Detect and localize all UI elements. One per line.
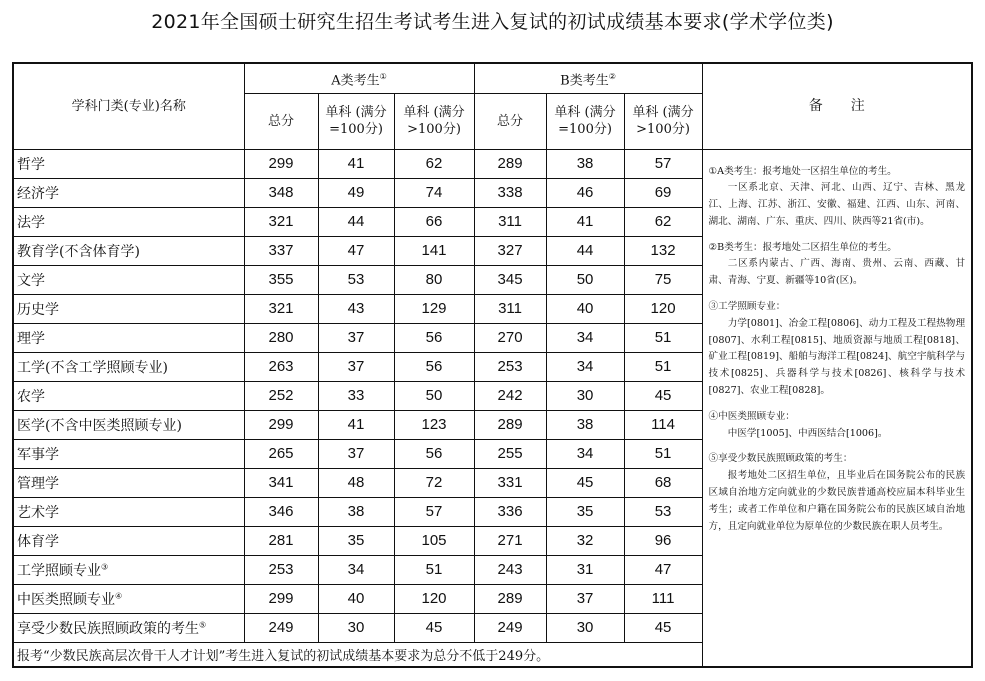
remark-heading: ③工学照顾专业：	[708, 301, 786, 313]
table-body	[13, 63, 972, 667]
a-single-gt100-cell: 129	[394, 294, 474, 323]
a-group-mark: ①	[379, 71, 387, 81]
b-single-gt100-cell: 53	[624, 497, 702, 526]
category-cell	[13, 613, 244, 642]
a-single-100-cell: 37	[318, 323, 394, 352]
category-name: 法学	[17, 214, 45, 231]
b-single-100-line1: 单科 (满分	[554, 105, 616, 120]
a-single-gt100-cell: 57	[394, 497, 474, 526]
b-single-gt100-line1: 单科 (满分	[632, 105, 694, 120]
b-total-cell: 242	[474, 381, 546, 410]
b-total-cell: 249	[474, 613, 546, 642]
remark-body: 报考地处二区招生单位，且毕业后在国务院公布的民族区域自治地方定向就业的少数民族普通高校应届本科毕业生考生；或者工作单位和户籍在国务院公布的民族区域自治地方，且定向就业单位为原单位的少数民族在职人员考生。	[708, 470, 966, 532]
a-single-100-cell: 33	[318, 381, 394, 410]
b-single-100-cell: 35	[546, 497, 624, 526]
b-single-gt100-cell: 114	[624, 410, 702, 439]
category-cell	[13, 468, 244, 497]
b-single-100-cell: 45	[546, 468, 624, 497]
a-single-100-cell: 48	[318, 468, 394, 497]
a-single-100-cell: 49	[318, 178, 394, 207]
a-single-100-cell: 34	[318, 555, 394, 584]
b-single-100-cell: 34	[546, 352, 624, 381]
table-row	[13, 149, 972, 178]
remark-heading: ⑤享受少数民族照顾政策的考生：	[708, 453, 853, 465]
b-total-cell: 345	[474, 265, 546, 294]
b-single-gt100-cell: 57	[624, 149, 702, 178]
b-single-100-cell: 32	[546, 526, 624, 555]
b-single-gt100-cell: 51	[624, 323, 702, 352]
a-single-gt100-cell: 105	[394, 526, 474, 555]
remark-item	[709, 299, 966, 400]
category-name: 历史学	[17, 301, 59, 318]
remark-heading: ②B类考生：报考地处二区招生单位的考生。	[708, 241, 897, 253]
b-single-100-cell: 34	[546, 323, 624, 352]
a-single-100-header	[318, 93, 394, 149]
category-name: 医学(不含中医类照顾专业)	[17, 417, 182, 434]
b-single-100-cell: 37	[546, 584, 624, 613]
a-total-cell: 348	[244, 178, 318, 207]
b-single-100-cell: 40	[546, 294, 624, 323]
category-name: 艺术学	[17, 504, 59, 521]
category-name: 享受少数民族照顾政策的考生	[17, 620, 199, 637]
category-cell	[13, 555, 244, 584]
a-total-cell: 252	[244, 381, 318, 410]
b-single-gt100-cell: 120	[624, 294, 702, 323]
b-group-header	[474, 63, 702, 93]
remarks-header	[702, 63, 972, 149]
remark-item	[709, 451, 966, 535]
category-name: 经济学	[17, 185, 59, 202]
category-name: 工学照顾专业	[17, 562, 101, 579]
b-total-cell: 255	[474, 439, 546, 468]
a-total-cell: 299	[244, 410, 318, 439]
footnote-mark: ④	[115, 590, 123, 600]
a-single-gt100-line1: 单科 (满分	[403, 105, 465, 120]
a-total-cell: 346	[244, 497, 318, 526]
b-total-cell: 289	[474, 584, 546, 613]
a-single-100-cell: 30	[318, 613, 394, 642]
remark-heading: ①A类考生：报考地处一区招生单位的考生。	[708, 165, 897, 177]
category-cell	[13, 439, 244, 468]
a-group-header	[244, 63, 474, 93]
category-header	[13, 63, 244, 149]
a-single-100-cell: 41	[318, 410, 394, 439]
b-total-label: 总分	[497, 113, 524, 129]
b-single-100-cell: 30	[546, 613, 624, 642]
a-single-100-line1: 单科 (满分	[325, 105, 387, 120]
a-single-gt100-cell: 56	[394, 439, 474, 468]
category-cell	[13, 265, 244, 294]
category-cell	[13, 352, 244, 381]
category-cell	[13, 381, 244, 410]
b-single-100-cell: 38	[546, 410, 624, 439]
b-single-100-cell: 46	[546, 178, 624, 207]
b-group-label: B类考生	[560, 72, 609, 88]
b-single-gt100-header	[624, 93, 702, 149]
b-total-cell: 338	[474, 178, 546, 207]
a-single-100-cell: 44	[318, 207, 394, 236]
a-group-label: A类考生	[331, 72, 380, 88]
category-cell	[13, 236, 244, 265]
a-single-100-cell: 37	[318, 439, 394, 468]
a-single-100-cell: 41	[318, 149, 394, 178]
header-row-1	[13, 63, 972, 93]
a-single-gt100-cell: 51	[394, 555, 474, 584]
a-single-100-cell: 35	[318, 526, 394, 555]
a-single-100-cell: 38	[318, 497, 394, 526]
category-cell	[13, 323, 244, 352]
page-title: 2021年全国硕士研究生招生考试考生进入复试的初试成绩基本要求(学术学位类)	[151, 11, 834, 33]
b-group-mark: ②	[608, 71, 616, 81]
a-total-cell: 299	[244, 584, 318, 613]
a-total-cell: 263	[244, 352, 318, 381]
a-single-100-cell: 40	[318, 584, 394, 613]
a-total-cell: 249	[244, 613, 318, 642]
b-single-gt100-cell: 132	[624, 236, 702, 265]
a-single-gt100-line2: >100分)	[407, 122, 461, 137]
a-total-cell: 253	[244, 555, 318, 584]
category-name: 体育学	[17, 533, 59, 550]
b-single-100-header	[546, 93, 624, 149]
a-total-cell: 299	[244, 149, 318, 178]
category-cell	[13, 410, 244, 439]
b-total-cell: 271	[474, 526, 546, 555]
category-name: 文学	[17, 272, 45, 289]
category-cell	[13, 497, 244, 526]
remark-body: 力学[0801]、冶金工程[0806]、动力工程及工程热物理[0807]、水利工程[0815]、地质资源与地质工程[0818]、矿业工程[0819]、船舶与海洋工程[0824]、航空宇航科学与技术[0825]、兵器科学与技术[0826]、核科学与技术[0827]、农业工程[0828]。	[708, 317, 966, 397]
b-single-gt100-cell: 45	[624, 381, 702, 410]
remark-body: 一区系北京、天津、河北、山西、辽宁、吉林、黑龙江、上海、江苏、浙江、安徽、福建、江西、山东、河南、湖北、湖南、广东、重庆、四川、陕西等21省(市)。	[708, 182, 966, 227]
a-single-gt100-cell: 74	[394, 178, 474, 207]
b-single-gt100-cell: 47	[624, 555, 702, 584]
b-total-cell: 270	[474, 323, 546, 352]
remark-body: 二区系内蒙古、广西、海南、贵州、云南、西藏、甘肃、青海、宁夏、新疆等10省(区)。	[708, 258, 966, 287]
b-single-gt100-cell: 68	[624, 468, 702, 497]
category-name: 工学(不含工学照顾专业)	[17, 359, 168, 376]
a-total-label: 总分	[267, 113, 294, 129]
b-total-cell: 336	[474, 497, 546, 526]
a-single-gt100-cell: 141	[394, 236, 474, 265]
a-total-header	[244, 93, 318, 149]
b-single-100-cell: 50	[546, 265, 624, 294]
b-single-gt100-cell: 69	[624, 178, 702, 207]
category-name: 理学	[17, 330, 45, 347]
b-total-cell: 289	[474, 410, 546, 439]
category-name: 军事学	[17, 446, 59, 463]
a-single-100-line2: =100分)	[329, 122, 383, 137]
b-single-100-cell: 41	[546, 207, 624, 236]
a-single-gt100-cell: 120	[394, 584, 474, 613]
a-single-gt100-cell: 56	[394, 352, 474, 381]
b-single-gt100-cell: 45	[624, 613, 702, 642]
category-name: 中医类照顾专业	[17, 591, 115, 608]
a-single-100-cell: 53	[318, 265, 394, 294]
b-single-100-cell: 30	[546, 381, 624, 410]
a-total-cell: 355	[244, 265, 318, 294]
category-cell	[13, 584, 244, 613]
category-name: 农学	[17, 388, 45, 405]
score-requirements-table	[12, 62, 973, 668]
a-single-gt100-cell: 66	[394, 207, 474, 236]
b-single-100-line2: =100分)	[558, 122, 612, 137]
footnote-mark: ③	[101, 561, 109, 571]
b-total-cell: 327	[474, 236, 546, 265]
b-single-gt100-cell: 75	[624, 265, 702, 294]
footer-note: 报考“少数民族高层次骨干人才计划”考生进入复试的初试成绩基本要求为总分不低于249分。	[13, 642, 702, 667]
category-cell	[13, 294, 244, 323]
b-single-gt100-cell: 96	[624, 526, 702, 555]
a-single-gt100-cell: 50	[394, 381, 474, 410]
remarks-header-label: 备 注	[808, 97, 865, 114]
remarks-cell	[702, 149, 972, 667]
a-total-cell: 280	[244, 323, 318, 352]
b-single-gt100-cell: 51	[624, 439, 702, 468]
a-single-gt100-cell: 80	[394, 265, 474, 294]
category-cell	[13, 149, 244, 178]
b-total-cell: 311	[474, 207, 546, 236]
b-single-gt100-line2: >100分)	[636, 122, 690, 137]
a-total-cell: 341	[244, 468, 318, 497]
remark-heading: ④中医类照顾专业：	[708, 410, 795, 422]
a-single-gt100-cell: 72	[394, 468, 474, 497]
b-total-cell: 243	[474, 555, 546, 584]
b-single-100-cell: 34	[546, 439, 624, 468]
b-single-gt100-cell: 51	[624, 352, 702, 381]
b-single-100-cell: 44	[546, 236, 624, 265]
category-name: 管理学	[17, 475, 59, 492]
a-single-gt100-cell: 123	[394, 410, 474, 439]
a-single-gt100-header	[394, 93, 474, 149]
a-total-cell: 337	[244, 236, 318, 265]
a-single-100-cell: 47	[318, 236, 394, 265]
b-total-header	[474, 93, 546, 149]
a-single-100-cell: 43	[318, 294, 394, 323]
remark-body: 中医学[1005]、中西医结合[1006]。	[727, 427, 888, 439]
b-total-cell: 253	[474, 352, 546, 381]
a-total-cell: 281	[244, 526, 318, 555]
b-single-100-cell: 31	[546, 555, 624, 584]
remark-item	[709, 409, 966, 443]
a-total-cell: 321	[244, 207, 318, 236]
remark-item	[709, 240, 966, 290]
b-total-cell: 331	[474, 468, 546, 497]
category-cell	[13, 526, 244, 555]
a-single-100-cell: 37	[318, 352, 394, 381]
a-single-gt100-cell: 45	[394, 613, 474, 642]
category-cell	[13, 178, 244, 207]
remark-item	[709, 164, 966, 231]
a-total-cell: 321	[244, 294, 318, 323]
category-cell	[13, 207, 244, 236]
b-single-gt100-cell: 111	[624, 584, 702, 613]
a-total-cell: 265	[244, 439, 318, 468]
a-single-gt100-cell: 56	[394, 323, 474, 352]
b-total-cell: 311	[474, 294, 546, 323]
category-name: 教育学(不含体育学)	[17, 243, 140, 260]
footnote-mark: ⑤	[199, 619, 207, 629]
b-single-gt100-cell: 62	[624, 207, 702, 236]
b-total-cell: 289	[474, 149, 546, 178]
category-header-label: 学科门类(专业)名称	[71, 98, 186, 114]
category-name: 哲学	[17, 156, 45, 173]
a-single-gt100-cell: 62	[394, 149, 474, 178]
b-single-100-cell: 38	[546, 149, 624, 178]
